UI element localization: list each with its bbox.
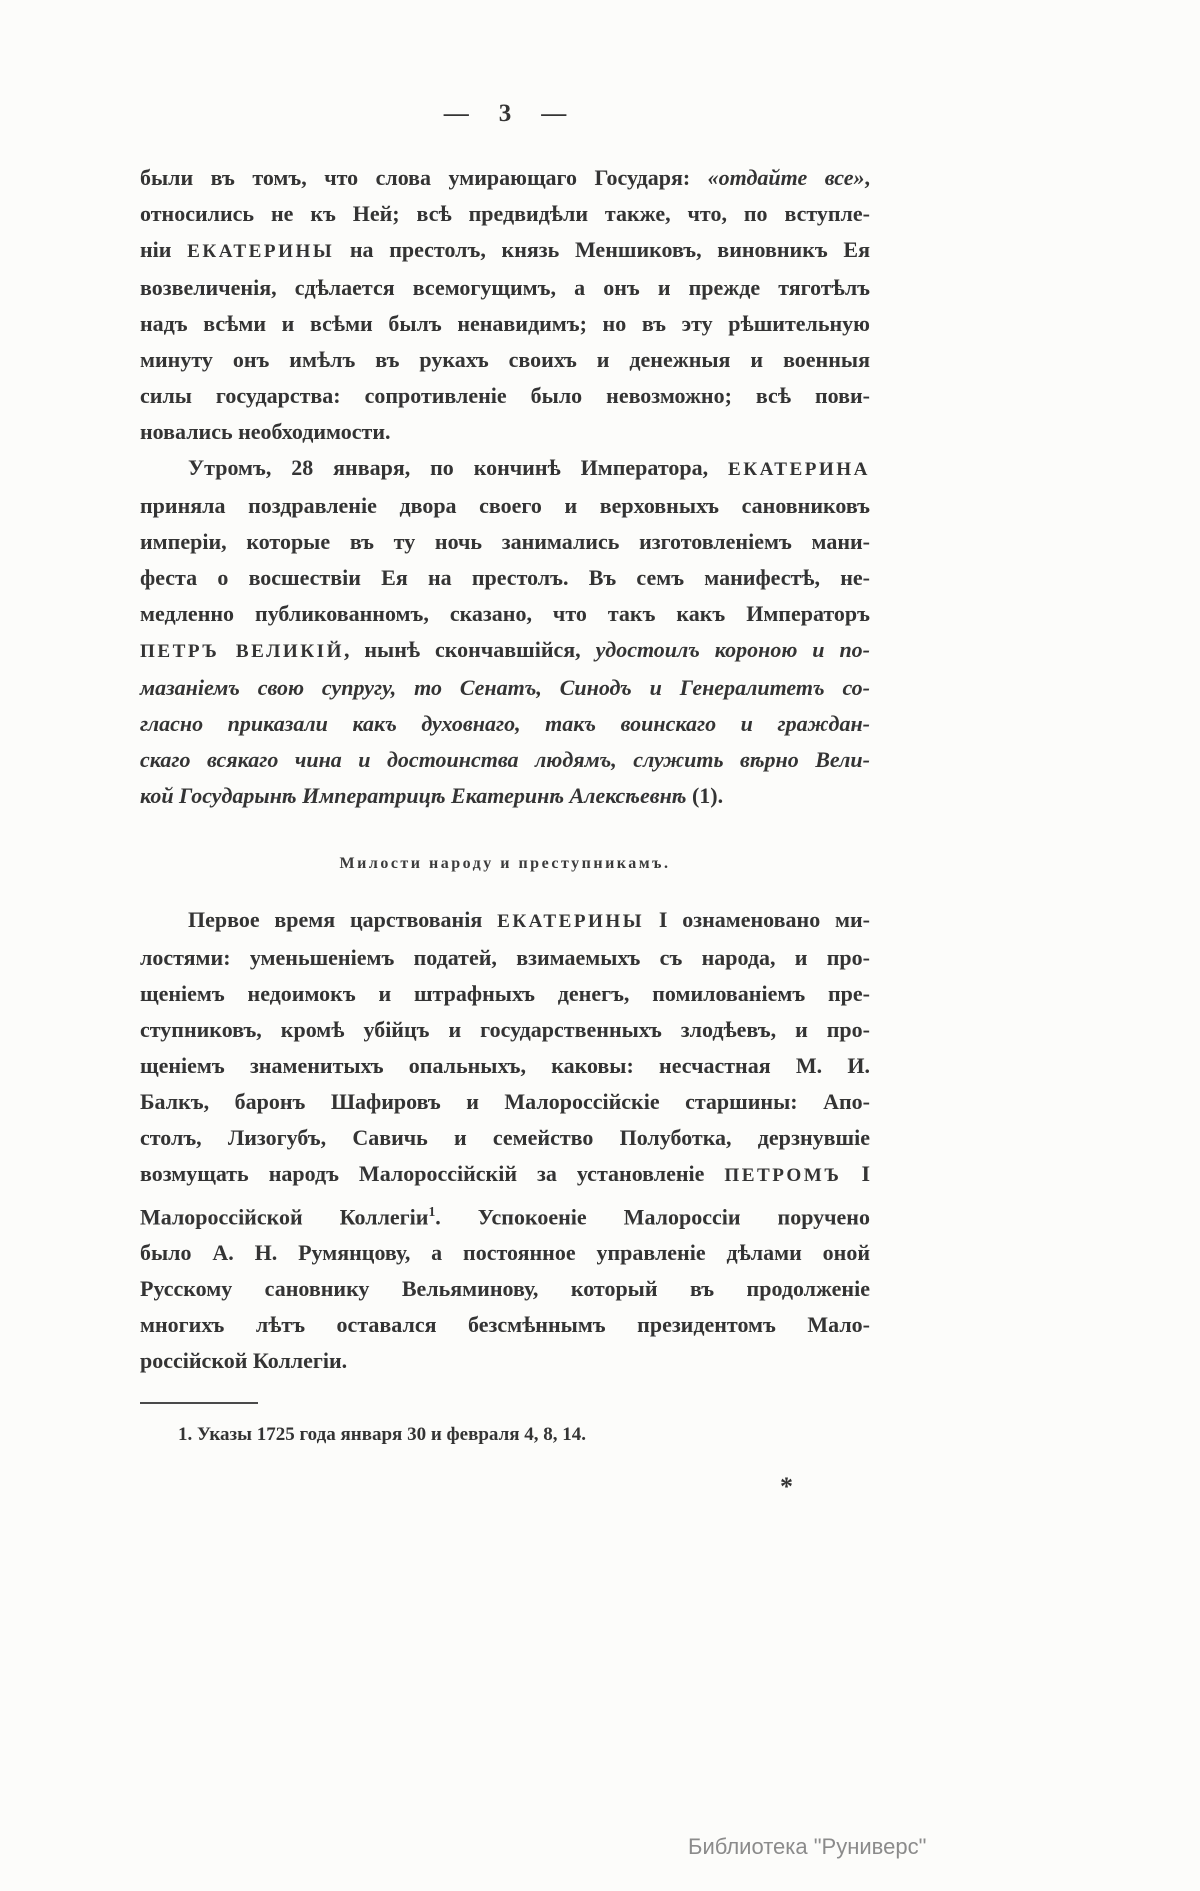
- text-column: [140, 160, 870, 1379]
- signature-asterisk: *: [780, 1472, 793, 1501]
- text-line: [140, 1343, 870, 1379]
- text-segment: (1).: [686, 783, 724, 808]
- text-segment: Первое время царствованія: [188, 907, 498, 932]
- text-line: [140, 1048, 870, 1084]
- text-line: [140, 778, 870, 814]
- text-segment: Малороссійской Коллегіи: [140, 1204, 429, 1230]
- text-line: [140, 1012, 870, 1048]
- text-line: [140, 976, 870, 1012]
- text-segment: столъ, Лизогубъ, Савичь и семейство Полуботка, дерзнувшіе: [140, 1125, 870, 1150]
- text-line: [140, 342, 870, 378]
- text-segment: имперіи, которые въ ту ночь занимались изготовленіемъ мани-: [140, 529, 870, 554]
- text-line: [140, 488, 870, 524]
- text-line: [140, 940, 870, 976]
- text-segment: щеніемъ знаменитыхъ опальныхъ, каковы: несчастная М. И.: [140, 1053, 870, 1078]
- text-segment: ЕКАТЕРИНЫ: [187, 241, 335, 262]
- text-segment: россійской Коллегіи.: [140, 1348, 348, 1374]
- text-segment: ЕКАТЕРИНЫ: [497, 911, 645, 932]
- text-segment: новались необходимости.: [140, 419, 391, 444]
- text-line: [140, 196, 870, 232]
- text-segment: на престолъ, князь Меншиковъ, виновникъ Ея: [334, 237, 870, 262]
- text-segment: было А. Н. Румянцову, а постоянное управленіе дѣлами оной: [140, 1240, 870, 1266]
- text-segment: . Успокоеніе Малороссіи поручено: [435, 1204, 870, 1230]
- text-line: [140, 1271, 870, 1307]
- text-line: [140, 1194, 870, 1235]
- text-line: [140, 742, 870, 778]
- text-line: [140, 378, 870, 414]
- text-segment: ПЕТРОМЪ: [724, 1165, 842, 1186]
- text-segment: минуту онъ имѣлъ въ рукахъ своихъ и денежныя и военныя: [140, 347, 870, 372]
- text-segment: силы государства: сопротивленіе было невозможно; всѣ пови-: [140, 383, 870, 408]
- text-segment: медленно публикованномъ, сказано, что такъ какъ Императоръ: [140, 601, 870, 626]
- text-segment: удостоилъ короною и по-: [595, 637, 871, 662]
- text-segment: Утромъ, 28 января, по кончинѣ Императора,: [188, 455, 728, 480]
- text-line: [140, 560, 870, 596]
- text-segment: кой Государынѣ Императрицѣ Екатеринѣ Алексѣевнѣ: [140, 783, 687, 808]
- text-line: [140, 232, 870, 270]
- library-watermark: Библиотека "Руниверс": [688, 1834, 927, 1859]
- text-line: [140, 1235, 870, 1271]
- text-line: [140, 902, 870, 940]
- text-line: [140, 414, 870, 450]
- text-segment: были въ томъ, что слова умирающаго Государя:: [140, 165, 708, 190]
- text-segment: лостями: уменьшеніемъ податей, взимаемыхъ съ народа, и про-: [140, 945, 870, 970]
- text-segment: 1: [428, 1204, 436, 1219]
- text-line: [140, 1307, 870, 1343]
- footnote-text: 1. Указы 1725 года января 30 и февраля 4, 8, 14.: [178, 1424, 587, 1445]
- text-segment: I: [841, 1161, 871, 1186]
- text-segment: ,: [864, 165, 870, 190]
- text-line: [140, 1120, 870, 1156]
- section-heading: Милости народу и преступникамъ.: [339, 855, 671, 872]
- text-line: [140, 596, 870, 632]
- text-segment: надъ всѣми и всѣми былъ ненавидимъ; но въ эту рѣшительную: [140, 311, 870, 336]
- text-segment: Русскому сановнику Вельяминову, который въ продолженіе: [140, 1276, 870, 1302]
- text-segment: скаго всякаго чина и достоинства людямъ, служить вѣрно Вели-: [140, 747, 870, 772]
- page-number-header: [140, 100, 870, 128]
- paragraph: [140, 160, 870, 450]
- text-segment: ступниковъ, кромѣ убійцъ и государственныхъ злодѣевъ, и про-: [140, 1017, 870, 1042]
- paragraph: [140, 902, 870, 1379]
- text-line: [140, 524, 870, 560]
- text-segment: ЕКАТЕРИНА: [727, 459, 870, 480]
- text-line: [140, 160, 870, 196]
- text-line: [140, 1156, 870, 1194]
- text-segment: щеніемъ недоимокъ и штрафныхъ денегъ, помилованіемъ пре-: [140, 981, 870, 1006]
- text-segment: мазаніемъ свою супругу, то Сенатъ, Синодъ и Генералитетъ со-: [140, 675, 870, 700]
- text-segment: ПЕТРЪ ВЕЛИКІЙ: [140, 641, 344, 662]
- text-segment: приняла поздравленіе двора своего и верховныхъ сановниковъ: [140, 493, 870, 518]
- footnote-separator-rule: [140, 1402, 258, 1404]
- text-segment: , нынѣ скончавшійся,: [343, 637, 596, 662]
- header-dash-right: —: [541, 100, 567, 127]
- text-segment: возвеличенія, сдѣлается всемогущимъ, а онъ и прежде тяготѣлъ: [140, 275, 870, 300]
- text-segment: ніи: [140, 237, 188, 262]
- header-dash-left: —: [443, 100, 469, 127]
- text-segment: относились не къ Ней; всѣ предвидѣли также, что, по вступле-: [140, 201, 870, 226]
- text-segment: I ознаменовано ми-: [644, 907, 870, 932]
- text-line: [140, 1084, 870, 1120]
- text-line: [140, 670, 870, 706]
- text-line: [140, 270, 870, 306]
- page-number: 3: [498, 100, 512, 127]
- text-line: [140, 632, 870, 670]
- text-line: [140, 306, 870, 342]
- text-line: [140, 450, 870, 488]
- text-segment: многихъ лѣтъ оставался безсмѣннымъ президентомъ Мало-: [140, 1312, 870, 1338]
- text-segment: гласно приказали какъ духовнаго, такъ воинскаго и граждан-: [140, 711, 870, 736]
- text-segment: Балкъ, баронъ Шафировъ и Малороссійскіе старшины: Апо-: [140, 1089, 870, 1114]
- text-line: [140, 706, 870, 742]
- text-segment: возмущать народъ Малороссійскій за установленіе: [140, 1161, 725, 1186]
- text-segment: феста о восшествіи Ея на престолъ. Въ семъ манифестѣ, не-: [140, 565, 870, 590]
- paragraph: [140, 450, 870, 814]
- text-segment: «отдайте все»: [707, 165, 865, 190]
